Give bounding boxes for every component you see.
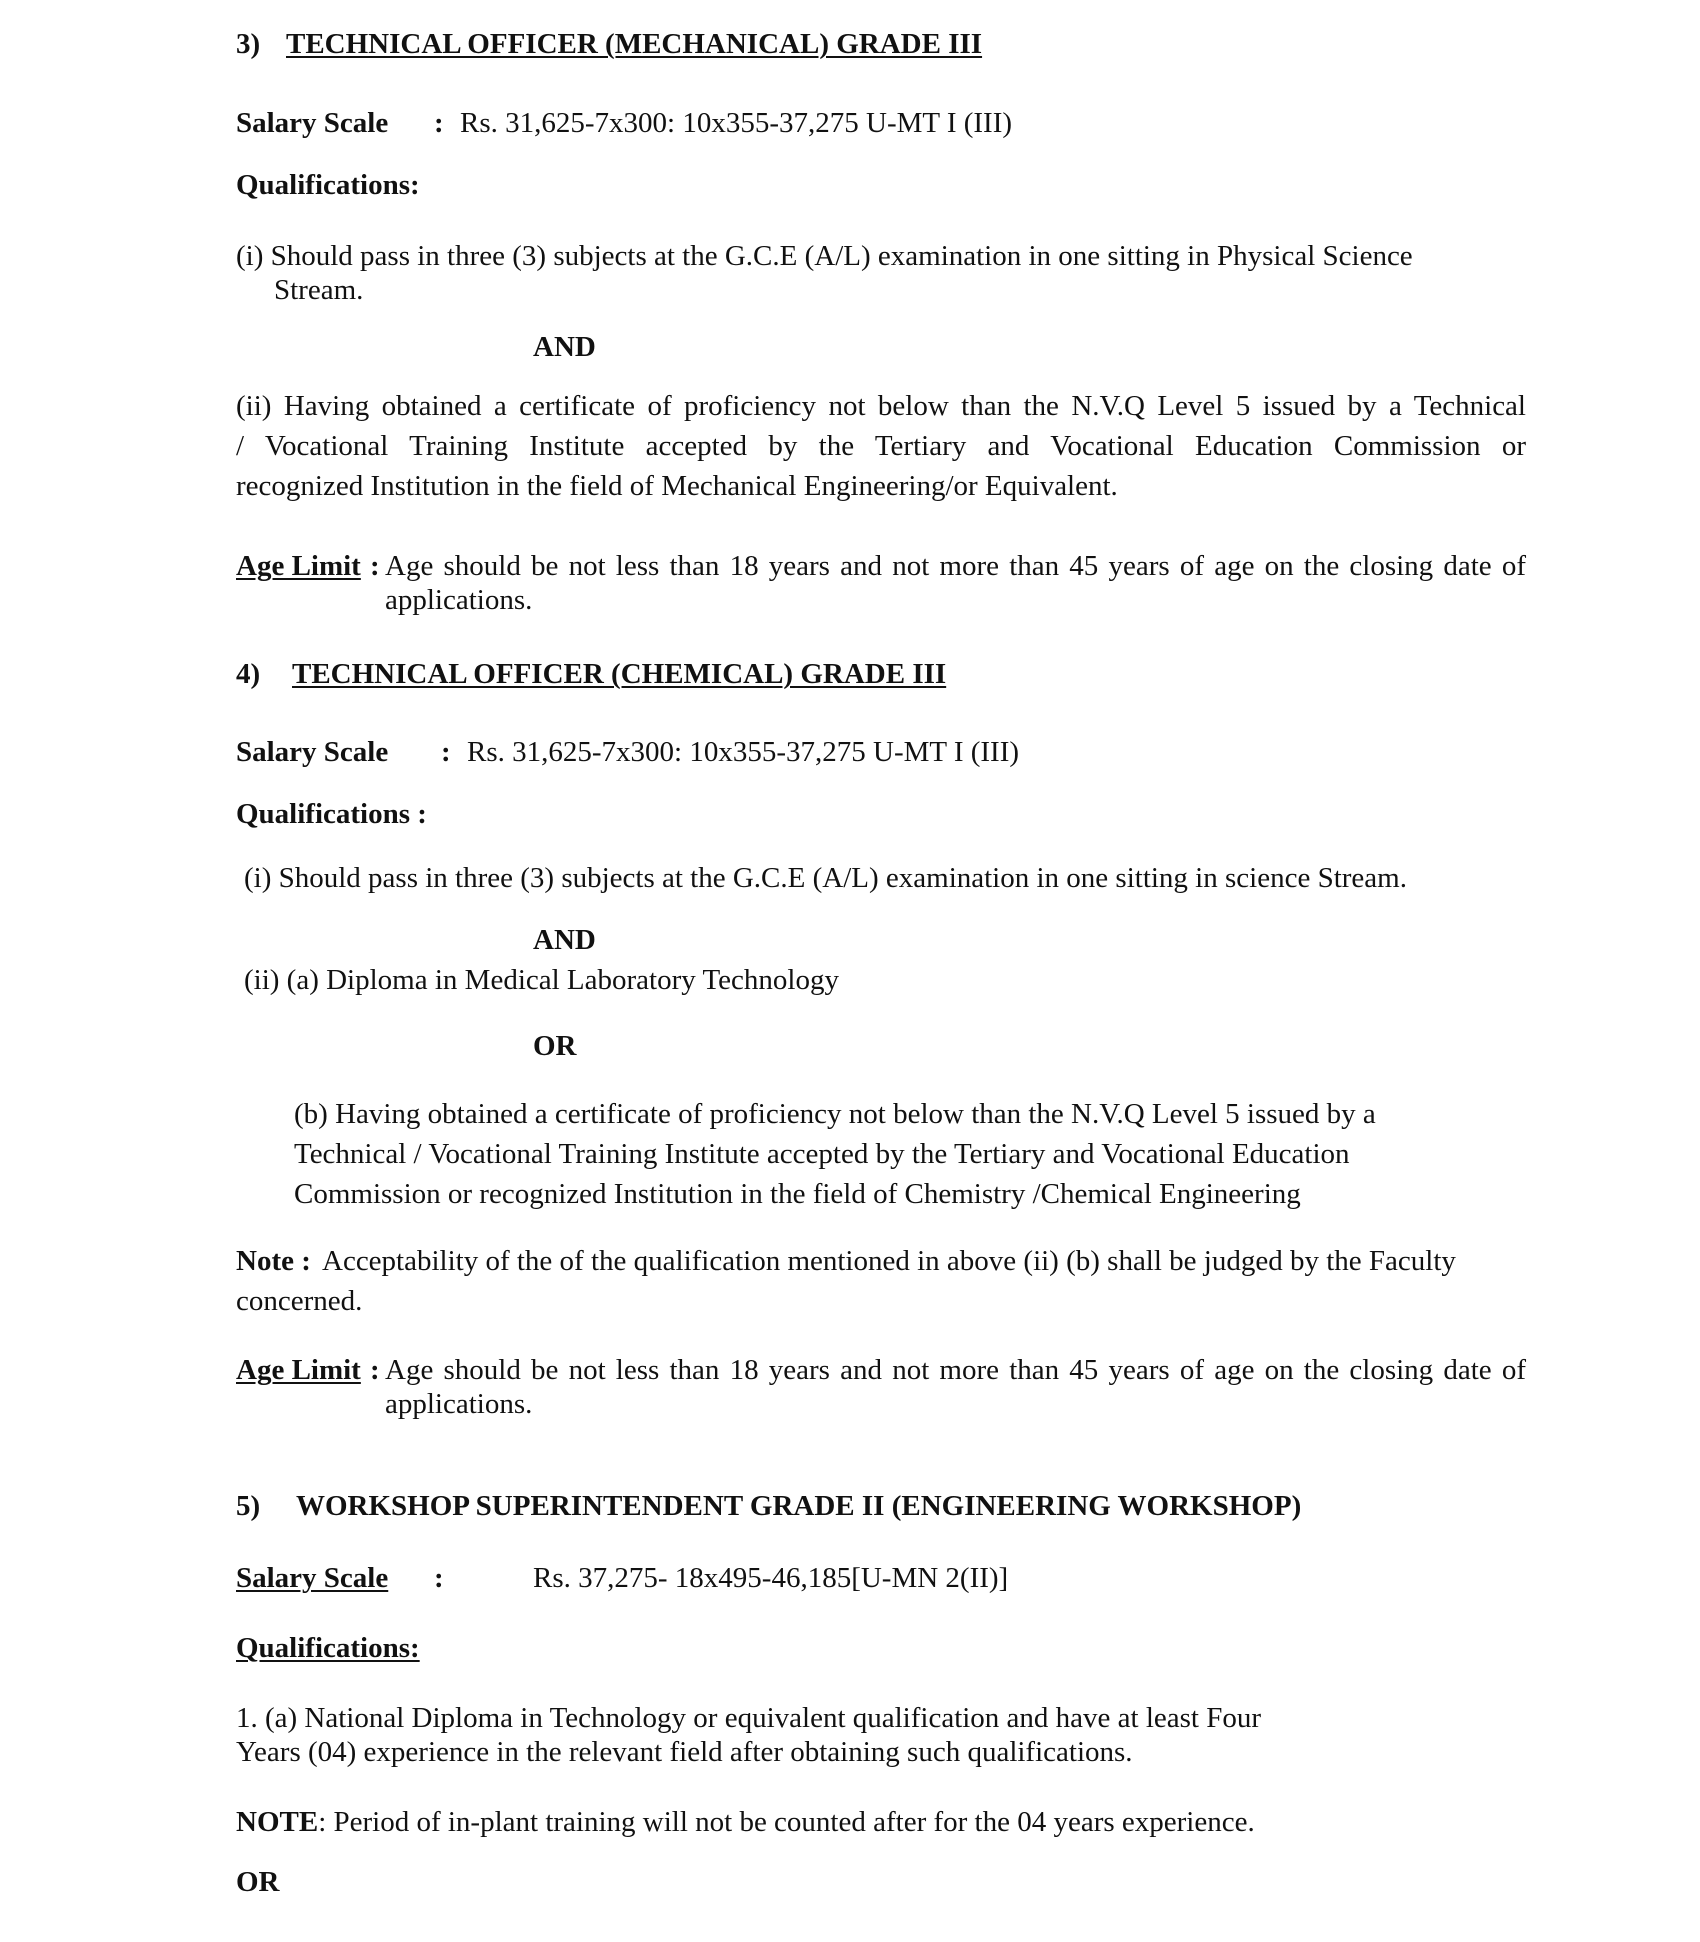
section-5-note-label: NOTE	[236, 1806, 319, 1838]
section-4-qualification-2b-line-3: Commission or recognized Institution in the field of Chemistry /Chemical Engineering	[294, 1178, 1301, 1210]
section-5-salary-colon: :	[434, 1562, 444, 1594]
section-3-qualification-2-line-3: recognized Institution in the field of Mechanical Engineering/or Equivalent.	[236, 470, 1118, 502]
section-3-qualification-1-line-2: Stream.	[274, 274, 364, 306]
section-5-qualification-1-line-2: Years (04) experience in the relevant field after obtaining such qualifications.	[236, 1736, 1133, 1768]
section-3-number: 3)	[236, 28, 261, 60]
section-4-and: AND	[533, 924, 596, 956]
section-4-note-label: Note :	[236, 1245, 311, 1277]
section-5-note-text: : Period of in-plant training will not be counted after for the 04 years experience.	[318, 1806, 1255, 1838]
section-3-qualification-1-line-1: (i) Should pass in three (3) subjects at the G.C.E (A/L) examination in one sitting in Physical Science	[236, 240, 1413, 272]
section-5-or: OR	[236, 1866, 280, 1898]
section-4-or: OR	[533, 1030, 577, 1062]
section-4-note-line-1: Acceptability of the of the qualification mentioned in above (ii) (b) shall be judged by the Faculty	[322, 1245, 1456, 1277]
section-3-and: AND	[533, 331, 596, 363]
section-4-salary-label: Salary Scale	[236, 736, 389, 768]
section-5-qualifications-label: Qualifications:	[236, 1632, 420, 1664]
section-4-title: TECHNICAL OFFICER (CHEMICAL) GRADE III	[292, 658, 947, 690]
section-4-qualification-2b-line-2: Technical / Vocational Training Institute accepted by the Tertiary and Vocational Education	[294, 1138, 1350, 1170]
section-3-title: TECHNICAL OFFICER (MECHANICAL) GRADE III	[286, 28, 983, 60]
section-3-qualification-2-line-2: / Vocational Training Institute accepted by the Tertiary and Vocational Education Commission or	[236, 430, 1526, 462]
section-4-salary-colon: :	[441, 736, 451, 768]
section-5-salary-value: Rs. 37,275- 18x495-46,185[U-MN 2(II)]	[533, 1562, 1009, 1594]
section-4-qualifications-label: Qualifications :	[236, 798, 427, 830]
section-4-qualification-2b-line-1: (b) Having obtained a certificate of proficiency not below than the N.V.Q Level 5 issued by a	[294, 1098, 1376, 1130]
section-3-age-limit-line-2: applications.	[385, 584, 533, 616]
section-3-qualification-2-line-1: (ii) Having obtained a certificate of proficiency not below than the N.V.Q Level 5 issued by a Technical	[236, 390, 1526, 422]
section-4-qualification-2a: (ii) (a) Diploma in Medical Laboratory Technology	[244, 964, 839, 996]
section-4-number: 4)	[236, 658, 261, 690]
section-4-age-limit-label: Age Limit	[236, 1354, 361, 1386]
section-4-age-limit-colon: :	[370, 1354, 380, 1386]
section-3-salary-label: Salary Scale	[236, 107, 389, 139]
section-3-salary-value: Rs. 31,625-7x300: 10x355-37,275 U-MT I (III)	[460, 107, 1013, 139]
section-4-salary-value: Rs. 31,625-7x300: 10x355-37,275 U-MT I (III)	[467, 736, 1020, 768]
section-5-note	[236, 1804, 1255, 1840]
section-3-age-limit-colon: :	[370, 550, 380, 582]
section-5-salary-label: Salary Scale	[236, 1562, 389, 1594]
section-4-age-limit-line-1: Age should be not less than 18 years and not more than 45 years of age on the closing date of	[385, 1354, 1526, 1386]
section-3-salary-colon: :	[434, 107, 444, 139]
section-5-number: 5)	[236, 1490, 261, 1522]
section-5-qualification-1-line-1: 1. (a) National Diploma in Technology or equivalent qualification and have at least Four	[236, 1702, 1262, 1734]
section-3-age-limit-label: Age Limit	[236, 550, 361, 582]
section-3-age-limit-line-1: Age should be not less than 18 years and not more than 45 years of age on the closing date of	[385, 550, 1526, 582]
section-4-age-limit-line-2: applications.	[385, 1388, 533, 1420]
section-5-title: WORKSHOP SUPERINTENDENT GRADE II (ENGINEERING WORKSHOP)	[296, 1490, 1302, 1522]
section-3-qualifications-label: Qualifications:	[236, 169, 420, 201]
section-4-qualification-1: (i) Should pass in three (3) subjects at the G.C.E (A/L) examination in one sitting in science Stream.	[244, 862, 1407, 894]
section-4-note-line-2: concerned.	[236, 1285, 363, 1317]
